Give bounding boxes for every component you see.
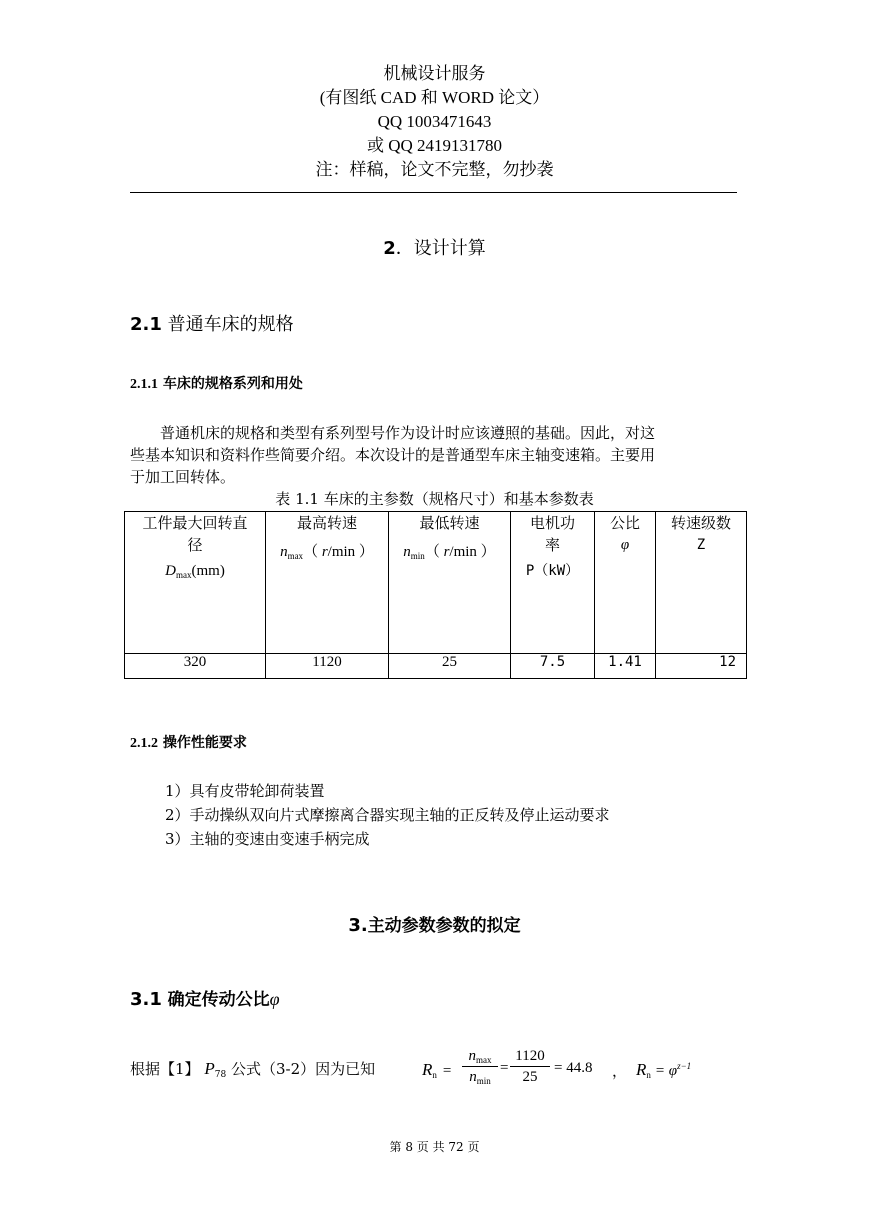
unit: (mm): [191, 563, 225, 579]
phi-symbol: φ: [269, 989, 280, 1009]
header-cell-speed-steps: [656, 512, 747, 654]
formula-symbol: = φ: [654, 1063, 678, 1079]
header-cell-min-speed: [389, 512, 511, 654]
formula-symbol: n: [469, 1069, 477, 1085]
symbol: n: [403, 544, 411, 560]
unit: /min ）: [449, 544, 496, 560]
section-3-1-heading: [130, 985, 280, 1010]
fraction-denominator: [462, 1067, 498, 1086]
header-line-service: 机械设计服务: [383, 64, 486, 83]
unit: r: [321, 544, 328, 560]
fraction-denominator: 25: [522, 1069, 538, 1085]
cell-title: 最高转速: [296, 514, 357, 532]
symbol: D: [165, 563, 176, 579]
table-caption: 表 1.1 车床的主参数（规格尺寸）和基本参数表: [275, 490, 594, 508]
fraction-numerator: [462, 1048, 498, 1067]
formula-subscript: max: [476, 1055, 492, 1065]
section-number: 2.1: [130, 314, 162, 335]
section-title: 确定传动公比: [167, 990, 270, 1010]
unit: r: [443, 544, 450, 560]
section-number: 2.1.2: [130, 736, 158, 751]
list-item: 2）手动操纵双向片式摩擦离合器实现主轴的正反转及停止运动要求: [165, 806, 610, 824]
cell-title: 率: [544, 536, 560, 554]
header-cell-max-diameter: [125, 512, 266, 654]
page-footer: 第 8 页 共 72 页: [389, 1140, 480, 1154]
section-2-1-heading: [130, 310, 294, 336]
table-value-row: [125, 654, 747, 679]
cell-symbol: φ: [620, 537, 630, 553]
formula-text: 根据【1】: [130, 1060, 200, 1078]
requirements-list: [165, 779, 610, 851]
formula-text: 公式（3-2）因为已知: [230, 1060, 376, 1078]
value-cell: 12: [656, 654, 747, 679]
formula-symbol: P: [204, 1059, 215, 1078]
unit: （: [303, 544, 322, 560]
value-cell: 1.41: [595, 654, 656, 679]
symbol-subscript: max: [287, 551, 304, 561]
section-3-heading: [0, 911, 869, 936]
cell-title: 电机功: [529, 514, 575, 532]
header-cell-motor-power: [511, 512, 595, 654]
value-cell: 1120: [266, 654, 389, 679]
section-number: 2: [383, 238, 396, 259]
formula-exponent: z−1: [677, 1061, 692, 1071]
cell-symbol: Z: [696, 537, 706, 553]
list-item: 3）主轴的变速由变速手柄完成: [165, 830, 370, 848]
intro-paragraph: [130, 422, 740, 488]
section-number: 3.: [348, 915, 368, 936]
section-title: 普通车床的规格: [167, 314, 294, 335]
page-header: [0, 62, 869, 182]
section-number: 3.1: [130, 989, 162, 1010]
list-item: 1）具有皮带轮卸荷装置: [165, 782, 325, 800]
section-number: 2.1.1: [130, 377, 158, 392]
header-cell-ratio: [595, 512, 656, 654]
formula-lhs: $R_n$ =: [422, 1060, 452, 1080]
value-cell: 7.5: [511, 654, 595, 679]
cell-title: 最低转速: [419, 514, 480, 532]
table-header-row: [125, 512, 747, 654]
formula-sentence: [130, 1058, 375, 1080]
formula-subscript: 78: [214, 1070, 227, 1080]
section-2-1-2-heading: [130, 732, 247, 752]
formula-fraction-numeric: [510, 1048, 550, 1086]
symbol-subscript: max: [176, 570, 192, 580]
symbol: n: [280, 544, 288, 560]
cell-symbol: P（kW）: [525, 563, 580, 579]
paragraph-line: 些基本知识和资料作些简要介绍。本次设计的是普通型车床主轴变速箱。主要用: [130, 446, 656, 464]
section-title: ．设计计算: [395, 238, 486, 259]
formula-separator: ，: [612, 1064, 628, 1080]
header-line-qq2: 或 QQ 2419131780: [366, 136, 503, 155]
cell-title: 转速级数: [670, 514, 731, 532]
unit: （: [424, 544, 444, 560]
header-divider: [130, 192, 737, 193]
paragraph-line: 普通机床的规格和类型有系列型号作为设计时应该遵照的基础。因此，对这: [160, 424, 656, 442]
symbol-subscript: min: [410, 551, 425, 561]
unit: /min ）: [327, 544, 374, 560]
formula-fraction-symbolic: [462, 1048, 498, 1086]
header-line-warning: 注：样稿，论文不完整，勿抄袭: [315, 160, 554, 179]
section-title: 主动参数参数的拟定: [367, 916, 521, 936]
header-cell-max-speed: [266, 512, 389, 654]
header-line-note: (有图纸 CAD 和 WORD 论文）: [319, 88, 550, 107]
formula-subscript: n: [432, 1070, 437, 1080]
formula-symbol: R: [422, 1060, 433, 1079]
section-2-1-1-heading: [130, 373, 303, 393]
section-title: 操作性能要求: [162, 735, 247, 751]
formula-rhs: [636, 1060, 691, 1080]
value-cell: 320: [125, 654, 266, 679]
formula-symbol: n: [468, 1048, 476, 1064]
cell-symbol: [125, 560, 265, 586]
formula-subscript: n: [646, 1070, 651, 1080]
formula-result: = 44.8: [554, 1060, 593, 1076]
cell-title: 公比: [609, 514, 640, 532]
cell-symbol: [389, 541, 510, 567]
parameter-table: [124, 511, 747, 679]
value-cell: 25: [389, 654, 511, 679]
cell-title: 工件最大回转直: [142, 514, 248, 532]
paragraph-line: 于加工回转体。: [130, 468, 236, 486]
formula-subscript: min: [476, 1076, 491, 1086]
section-title: 车床的规格系列和用处: [162, 376, 303, 392]
section-2-heading: [0, 234, 869, 260]
fraction-numerator: 1120: [510, 1048, 550, 1067]
formula-equals: =: [500, 1060, 509, 1076]
header-line-qq1: QQ 1003471643: [377, 112, 492, 131]
formula-symbol: R: [636, 1060, 647, 1079]
cell-symbol: [266, 541, 388, 567]
cell-title: 径: [187, 536, 203, 554]
